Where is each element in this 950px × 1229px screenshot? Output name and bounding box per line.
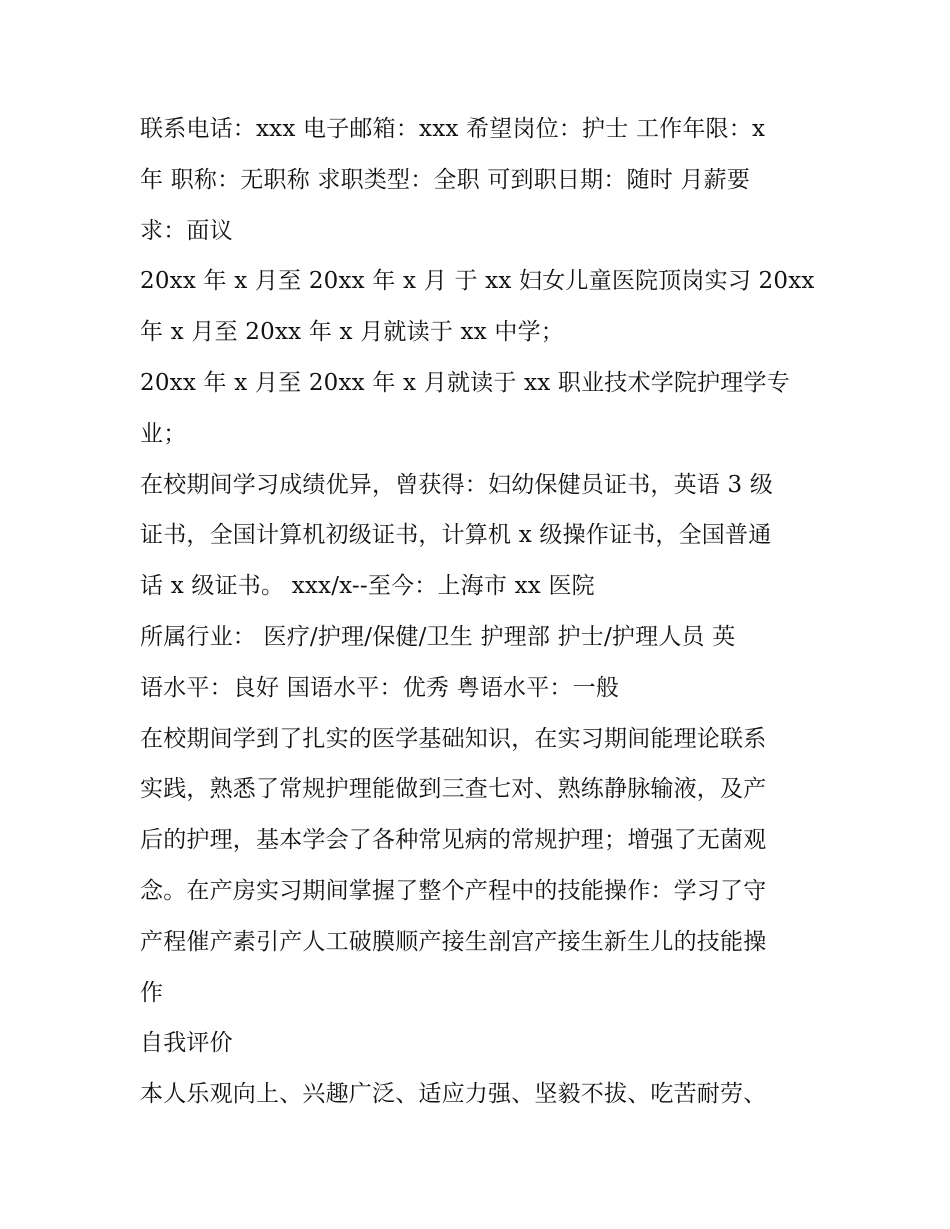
experience-line-6: 作 — [140, 979, 164, 1006]
self-evaluation-line-1: 本人乐观向上、兴趣广泛、适应力强、坚毅不拔、吃苦耐劳、 — [140, 1081, 767, 1108]
education-line-2: 年 x 月至 20xx 年 x 月就读于 xx 中学； — [140, 319, 564, 346]
certificates-line-1: 在校期间学习成绩优异，曾获得：妇幼保健员证书，英语 3 级 — [140, 471, 774, 498]
experience-line-2: 实践，熟悉了常规护理能做到三查七对、熟练静脉输液，及产 — [140, 776, 767, 803]
experience-line-3: 后的护理，基本学会了各种常见病的常规护理；增强了无菌观 — [140, 827, 767, 854]
document-body — [140, 104, 820, 1120]
education-line-4: 业； — [140, 420, 187, 447]
education-line-1: 20xx 年 x 月至 20xx 年 x 月 于 xx 妇女儿童医院顶岗实习 20xx — [140, 268, 815, 295]
contact-info-line-1: 联系电话：xxx 电子邮箱：xxx 希望岗位：护士 工作年限：x — [140, 116, 766, 142]
industry-line-1: 所属行业： 医疗/护理/保健/卫生 护理部 护士/护理人员 英 — [140, 623, 736, 650]
experience-line-5: 产程催产素引产人工破膜顺产接生剖宫产接生新生儿的技能操 — [140, 928, 767, 955]
contact-info-line-2: 年 职称：无职称 求职类型：全职 可到职日期：随时 月薪要 — [140, 166, 751, 193]
education-line-3: 20xx 年 x 月至 20xx 年 x 月就读于 xx 职业技术学院护理学专 — [140, 369, 790, 396]
experience-line-4: 念。在产房实习期间掌握了整个产程中的技能操作：学习了守 — [140, 877, 767, 904]
industry-line-2: 语水平：良好 国语水平：优秀 粤语水平：一般 — [140, 674, 620, 701]
contact-info-line-3: 求：面议 — [140, 217, 233, 244]
self-evaluation-heading: 自我评价 — [140, 1030, 233, 1057]
experience-line-1: 在校期间学到了扎实的医学基础知识，在实习期间能理论联系 — [140, 725, 767, 752]
certificates-line-3: 话 x 级证书。 xxx/x--至今：上海市 xx 医院 — [140, 573, 595, 600]
certificates-line-2: 证书，全国计算机初级证书，计算机 x 级操作证书，全国普通 — [140, 522, 772, 549]
